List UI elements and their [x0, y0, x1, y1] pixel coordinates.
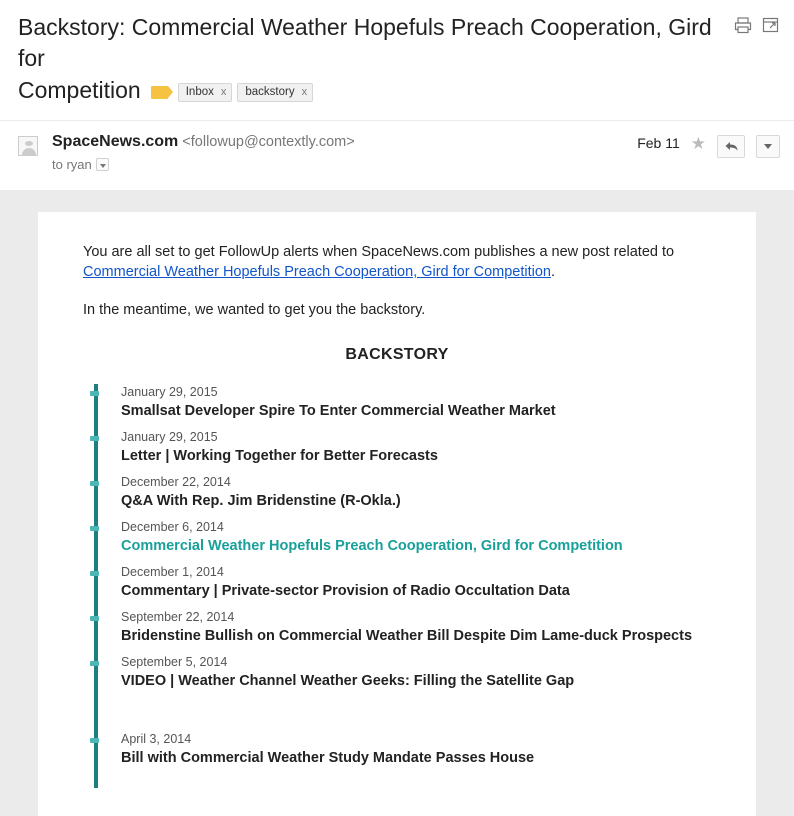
timeline-item[interactable]: [121, 564, 711, 601]
timeline-item-date: January 29, 2015: [121, 385, 218, 399]
meantime-paragraph: In the meantime, we wanted to get you the backstory.: [83, 302, 426, 318]
timeline-item-current[interactable]: [121, 519, 711, 556]
timeline-item-title[interactable]: Commercial Weather Hopefuls Preach Cooperation, Gird for Competition: [121, 538, 623, 554]
timeline-item-title[interactable]: Commentary | Private-sector Provision of Radio Occultation Data: [121, 583, 570, 599]
sender-line: [52, 133, 637, 151]
backstory-timeline: [91, 384, 711, 768]
label-chip-inbox[interactable]: [178, 83, 233, 102]
label-chip-inbox-text: Inbox: [185, 86, 214, 98]
chevron-down-icon[interactable]: [96, 158, 109, 171]
header-actions: [734, 12, 780, 34]
recipient-line[interactable]: [52, 157, 637, 172]
timeline-spacer: [121, 699, 711, 731]
open-in-new-window-icon[interactable]: [762, 16, 780, 34]
reply-button[interactable]: [717, 135, 745, 158]
timeline-dot-icon: [90, 391, 99, 396]
timeline-item[interactable]: [121, 731, 711, 768]
label-chip-backstory[interactable]: [237, 83, 313, 102]
timeline-dot-icon: [90, 661, 99, 666]
page-title-continued: Competition: [18, 77, 141, 103]
timeline-item-date: September 5, 2014: [121, 655, 228, 669]
intro-text-after: .: [550, 264, 555, 280]
timeline-item[interactable]: [121, 609, 711, 646]
label-chip-inbox-remove-icon[interactable]: x: [220, 86, 227, 98]
label-flag-icon[interactable]: [151, 86, 168, 99]
timeline-dot-icon: [90, 526, 99, 531]
avatar: [18, 136, 38, 156]
timeline-item-title[interactable]: Smallsat Developer Spire To Enter Commercial Weather Market: [121, 403, 556, 419]
timeline-item-title[interactable]: Bridenstine Bullish on Commercial Weather Bill Despite Dim Lame-duck Prospects: [121, 628, 693, 644]
star-icon[interactable]: ★: [690, 134, 706, 153]
timeline-item-title[interactable]: Q&A With Rep. Jim Bridenstine (R-Okla.): [121, 493, 401, 509]
print-icon[interactable]: [734, 16, 752, 34]
intro-paragraph: [83, 242, 711, 282]
timeline-item-title[interactable]: Bill with Commercial Weather Study Mandate Passes House: [121, 750, 535, 766]
timeline-item[interactable]: [121, 384, 711, 421]
sender-name: SpaceNews.com: [52, 133, 179, 150]
article-link[interactable]: Commercial Weather Hopefuls Preach Cooperation, Gird for Competition: [83, 264, 551, 280]
timeline-item-date: December 1, 2014: [121, 565, 224, 579]
timeline-dot-icon: [90, 436, 99, 441]
sender-info: [52, 133, 637, 172]
label-chip-backstory-remove-icon[interactable]: x: [301, 86, 308, 98]
sender-row: [0, 121, 794, 172]
label-chip-backstory-text: backstory: [245, 86, 295, 98]
subject-second-row: [18, 75, 734, 106]
recipient-label: to ryan: [52, 157, 92, 172]
subject-header: [0, 0, 794, 112]
timeline-item-date: April 3, 2014: [121, 732, 192, 746]
timeline-dot-icon: [90, 738, 99, 743]
message-date: Feb 11: [637, 135, 680, 151]
timeline-item-title[interactable]: Letter | Working Together for Better Forecasts: [121, 448, 438, 464]
timeline-dot-icon: [90, 571, 99, 576]
more-options-button[interactable]: [756, 135, 780, 158]
message-actions: [637, 133, 780, 158]
timeline-item-date: December 6, 2014: [121, 520, 224, 534]
timeline-dot-icon: [90, 616, 99, 621]
backstory-heading: BACKSTORY: [345, 346, 449, 363]
timeline-item-date: January 29, 2015: [121, 430, 218, 444]
timeline-dot-icon: [90, 481, 99, 486]
message-card: [38, 212, 756, 816]
sender-email: <followup@contextly.com>: [182, 134, 355, 150]
page-title: Backstory: Commercial Weather Hopefuls Preach Cooperation, Gird for: [18, 14, 712, 71]
timeline-item-date: December 22, 2014: [121, 475, 231, 489]
timeline-item[interactable]: [121, 429, 711, 466]
subject-block: [18, 12, 734, 106]
timeline-item[interactable]: [121, 654, 711, 691]
intro-text-before: You are all set to get FollowUp alerts when SpaceNews.com publishes a new post related to: [83, 244, 675, 260]
label-chips: [178, 83, 313, 102]
timeline-item-date: September 22, 2014: [121, 610, 235, 624]
timeline-item[interactable]: [121, 474, 711, 511]
timeline-item-title[interactable]: VIDEO | Weather Channel Weather Geeks: Filling the Satellite Gap: [121, 673, 575, 689]
message-body-area: [0, 190, 794, 816]
